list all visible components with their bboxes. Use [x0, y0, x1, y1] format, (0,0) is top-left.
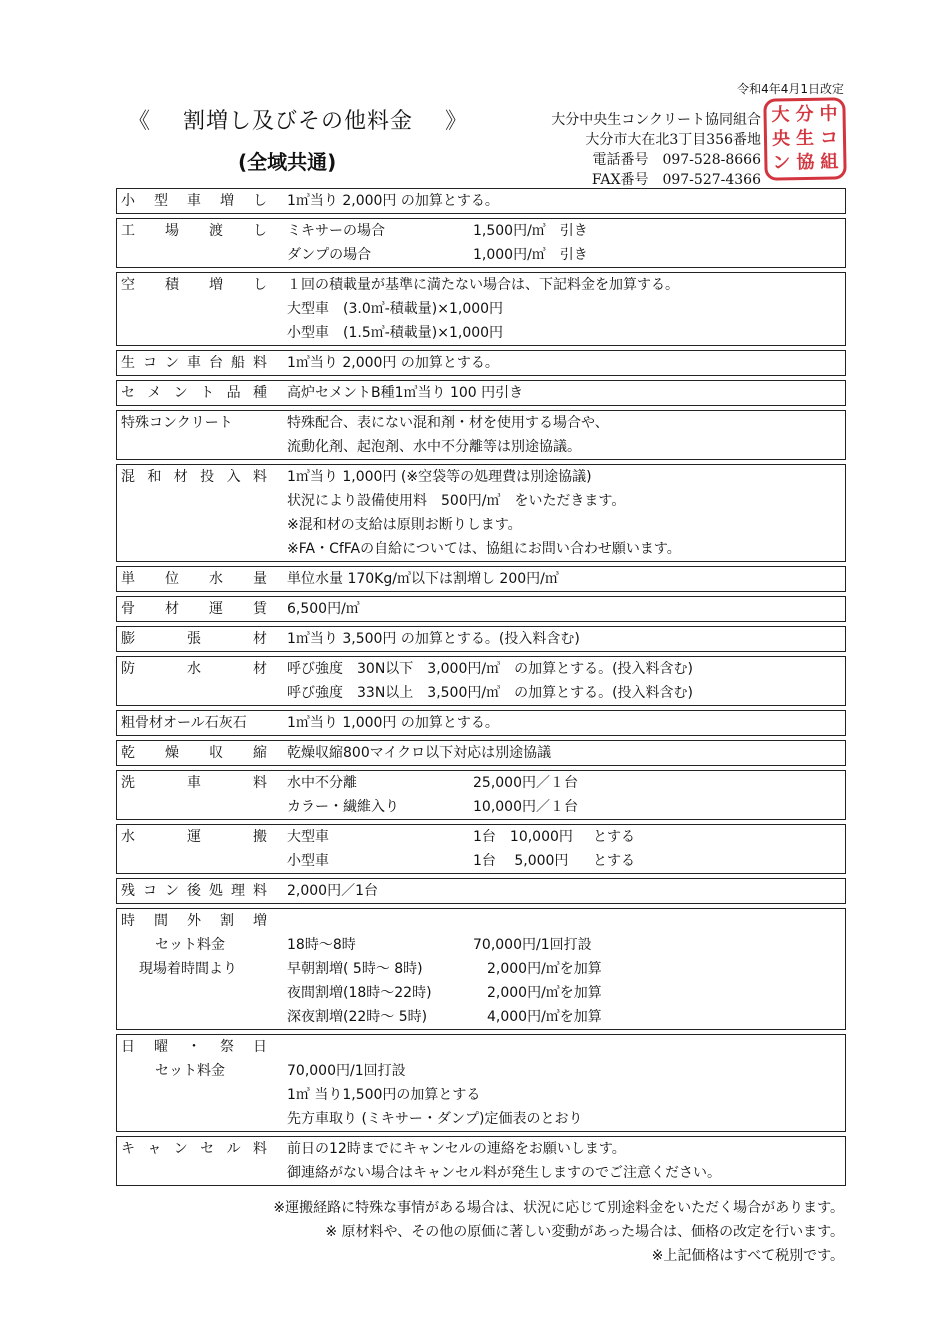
fee-row-label [117, 879, 287, 903]
fee-row-sublabel: セット料金 [155, 937, 225, 953]
fee-row [116, 740, 846, 766]
fee-row [116, 710, 846, 736]
fee-row-label-text: 残 コ ン 後 処 理 料 [121, 883, 267, 899]
fee-row-cell: 早朝割増( 5時～ 8時) [287, 961, 423, 977]
fee-row-cell: 1㎥当り 1,000円 の加算とする。 [287, 715, 499, 731]
fee-row-cell: 1㎥当り 2,000円 の加算とする。 [287, 355, 499, 371]
fee-row-cell: 高炉セメントB種1㎥当り 100 円引き [287, 385, 524, 401]
fee-row-content [287, 351, 845, 375]
fee-row [116, 596, 846, 622]
fee-row-cell: 水中不分離 [287, 775, 357, 791]
fee-row-line [287, 1083, 845, 1107]
fee-row [116, 218, 846, 268]
fee-row [116, 656, 846, 706]
fee-row-cell: 1台 10,000円 [473, 829, 573, 845]
title-text: 割増し及びその他料金 [183, 109, 414, 134]
fee-row-line [287, 1137, 845, 1161]
document-subtitle: (全域共通) [238, 150, 337, 174]
fee-row-content [287, 1137, 845, 1185]
fee-row-line [287, 981, 845, 1005]
fee-row-label [117, 411, 287, 459]
fee-row-cell: 先方車取り (ミキサー・ダンプ)定価表のとおり [287, 1111, 583, 1127]
fee-table [116, 188, 846, 1190]
fee-row-line [287, 849, 845, 873]
fee-row-cell: 1,000円/㎥ 引き [473, 247, 588, 263]
fee-row-cell: 10,000円／１台 [473, 799, 578, 815]
fee-row-line [287, 273, 845, 297]
organization-block [541, 110, 761, 190]
fee-row-cell: １回の積載量が基準に満たない場合は、下記料金を加算する。 [287, 277, 679, 293]
fee-row-content [287, 219, 845, 267]
fee-row-cell: 大型車 (3.0㎥-積載量)×1,000円 [287, 301, 504, 317]
fee-row [116, 908, 846, 1030]
fee-row [116, 878, 846, 904]
fee-row-line [287, 297, 845, 321]
footer-note: ※ 原材料や、その他の原価に著しい変動があった場合は、価格の改定を行います。 [325, 1224, 844, 1240]
fee-row-label-text: 空 積 増 し [121, 277, 267, 293]
fee-row-label [117, 567, 287, 591]
fee-row-line [287, 513, 845, 537]
fee-row-cell: 呼び強度 33N以上 3,500円/㎥ の加算とする。(投入料含む) [287, 685, 694, 701]
fee-row-content [287, 597, 845, 621]
fee-row-cell: 70,000円/1回打設 [287, 1063, 406, 1079]
fee-row-label-text: 水 運 搬 [121, 829, 267, 845]
company-seal-stamp [763, 97, 846, 180]
fee-row-cell: 18時～8時 [287, 937, 356, 953]
seal-char: 組 [820, 151, 839, 173]
fee-row-label [117, 1137, 287, 1185]
fee-row-cell: 御連絡がない場合はキャンセル料が発生しますのでご注意ください。 [287, 1165, 721, 1181]
fee-row-label [117, 825, 287, 873]
fee-row-content [287, 657, 845, 705]
fee-row-content [287, 567, 845, 591]
fee-row-cell: 前日の12時までにキャンセルの連絡をお願いします。 [287, 1141, 626, 1157]
fee-row-cell: 乾燥収縮800マイクロ以下対応は別途協議 [287, 745, 552, 761]
fee-row-cell: 4,000円/㎥を加算 [473, 1009, 602, 1025]
fee-row-line [287, 321, 845, 345]
fee-row-line [287, 1059, 845, 1083]
fee-row-label-text: 小 型 車 増 し [121, 193, 267, 209]
fee-row-label [117, 465, 287, 561]
fee-row-label-text: キ ャ ン セ ル 料 [121, 1141, 267, 1157]
fee-row-line [287, 597, 845, 621]
fee-row-label-text: 膨 張 材 [121, 631, 267, 647]
fee-row [116, 410, 846, 460]
fee-row-content [287, 825, 845, 873]
fee-row-line [287, 189, 845, 213]
fee-row-label [117, 771, 287, 819]
seal-char: 生 [795, 127, 815, 150]
fee-row-label-text: セ メ ン ト 品 種 [121, 385, 267, 401]
fee-row-content [287, 465, 845, 561]
fee-row-cell: 25,000円／１台 [473, 775, 578, 791]
fee-row-cell: ※FA・CfFAの自給については、協組にお問い合わせ願います。 [287, 541, 681, 557]
fee-row-label-text: 乾 燥 収 縮 [121, 745, 267, 761]
fee-row-label-text: 骨 材 運 賃 [121, 601, 267, 617]
fee-row-cell: 状況により設備使用料 500円/㎥ をいただきます。 [287, 493, 626, 509]
fee-row-line [287, 657, 845, 681]
fee-row-line [287, 435, 845, 459]
seal-char: 中 [819, 103, 838, 125]
fee-row-label [117, 741, 287, 765]
fee-row-line [287, 681, 845, 705]
fee-row [116, 1136, 846, 1186]
footer-notes [273, 1196, 844, 1268]
fee-row-cell: 2,000円/㎥を加算 [473, 961, 602, 977]
fee-row [116, 272, 846, 346]
seal-char: ン [772, 152, 791, 174]
org-address: 大分市大在北3丁目356番地 [585, 132, 761, 148]
fee-row-label [117, 189, 287, 213]
fee-row-cell: 2,000円／1台 [287, 883, 378, 899]
fee-row-cell: 6,500円/㎥ [287, 601, 360, 617]
fee-row-cell: 特殊配合、表にない混和剤・材を使用する場合や、 [287, 415, 609, 431]
fee-row-label [117, 273, 287, 345]
fee-row-line [287, 795, 845, 819]
seal-char: コ [819, 127, 839, 149]
fee-row-content [287, 879, 845, 903]
revision-date: 令和4年4月1日改定 [737, 82, 844, 96]
fee-row-cell: 1㎥当り 1,000円 (※空袋等の処理費は別途協議) [287, 469, 592, 485]
fee-row-line [287, 909, 845, 933]
fee-row-content [287, 771, 845, 819]
fee-row-line [287, 741, 845, 765]
fee-row-label-text: 生 コ ン 車 台 船 料 [121, 355, 267, 371]
fee-row-cell: 流動化剤、起泡剤、水中不分離等は別途協議。 [287, 439, 581, 455]
fee-row-cell: 小型車 (1.5㎥-積載量)×1,000円 [287, 325, 504, 341]
org-name: 大分中央生コンクリート協同組合 [551, 112, 761, 128]
title-bracket-open: 《 [128, 109, 152, 134]
footer-note: ※運搬経路に特殊な事情がある場合は、状況に応じて別途料金をいただく場合があります。 [273, 1200, 844, 1216]
fee-row-line [287, 957, 845, 981]
fee-row-label-text: 混 和 材 投 入 料 [121, 469, 267, 485]
fee-row-label [117, 351, 287, 375]
fee-row-content [287, 189, 845, 213]
fee-row-sublabel: セット料金 [155, 1063, 225, 1079]
fee-row [116, 824, 846, 874]
fee-row-line [287, 627, 845, 651]
fee-row [116, 350, 846, 376]
fee-row-cell: ミキサーの場合 [287, 223, 385, 239]
fee-row-cell: 小型車 [287, 853, 329, 869]
fee-row-cell: 深夜割増(22時～ 5時) [287, 1009, 428, 1025]
seal-char: 大 [771, 104, 790, 126]
fee-row-cell: カラー・繊維入り [287, 799, 399, 815]
fee-row-line [287, 567, 845, 591]
fee-row-line [287, 1107, 845, 1131]
fee-row-line [287, 1005, 845, 1029]
fee-row-content [287, 1035, 845, 1131]
fee-row-cell: ダンプの場合 [287, 247, 372, 263]
fee-row [116, 626, 846, 652]
fee-row-cell: 大型車 [287, 829, 329, 845]
seal-char: 協 [796, 151, 815, 174]
fee-row-label [117, 711, 287, 735]
fee-row-cell: 呼び強度 30N以下 3,000円/㎥ の加算とする。(投入料含む) [287, 661, 694, 677]
fee-row-cell: 1台 5,000円 [473, 853, 569, 869]
fee-row-label [117, 381, 287, 405]
document-title [128, 104, 468, 135]
fee-row-line [287, 771, 845, 795]
fee-row-label [117, 627, 287, 651]
fee-row-line [287, 711, 845, 735]
fee-row-line [287, 489, 845, 513]
fee-row-label-text: 単 位 水 量 [121, 571, 267, 587]
fee-row-line [287, 381, 845, 405]
fee-row-label-text: 防 水 材 [121, 661, 267, 677]
fee-row-content [287, 741, 845, 765]
fee-row [116, 770, 846, 820]
fee-row-cell: 2,000円/㎥を加算 [473, 985, 602, 1001]
fee-row-label-text: 粗骨材オール石灰石 [121, 715, 247, 731]
fee-row-line [287, 411, 845, 435]
fee-row-line [287, 825, 845, 849]
fee-row-cell: 1㎥当り 3,500円 の加算とする。(投入料含む) [287, 631, 580, 647]
fee-row-content [287, 411, 845, 459]
fee-row-content [287, 909, 845, 1029]
fee-row [116, 566, 846, 592]
fee-row-cell: 1㎥ 当り1,500円の加算とする [287, 1087, 481, 1103]
fee-row-line [287, 933, 845, 957]
seal-char: 分 [795, 103, 814, 126]
fee-row-line [287, 879, 845, 903]
fee-row-line [287, 465, 845, 489]
fee-row-label [117, 1035, 287, 1131]
org-tel: 電話番号 097-528-8666 [592, 152, 761, 168]
fee-row-label [117, 597, 287, 621]
fee-row-label-text: 特殊コンクリート [121, 415, 233, 431]
fee-row-cell: とする [593, 853, 635, 869]
fee-row-label-text: 工 場 渡 し [121, 223, 267, 239]
fee-row-cell: 1,500円/㎥ 引き [473, 223, 588, 239]
fee-row-label-text: 日 曜 ・ 祭 日 [121, 1039, 267, 1055]
fee-row-sublabel: 現場着時間より [139, 961, 237, 977]
fee-row-line [287, 351, 845, 375]
fee-row-cell: ※混和材の支給は原則お断りします。 [287, 517, 522, 533]
fee-row-cell: 70,000円/1回打設 [473, 937, 592, 953]
fee-row [116, 1034, 846, 1132]
fee-row-line [287, 243, 845, 267]
fee-row-content [287, 627, 845, 651]
fee-row [116, 188, 846, 214]
fee-row [116, 380, 846, 406]
seal-char: 央 [771, 128, 791, 150]
fee-row-content [287, 711, 845, 735]
fee-row-line [287, 537, 845, 561]
fee-row-cell: とする [593, 829, 635, 845]
fee-row-cell: 単位水量 170Kg/㎥以下は割増し 200円/㎥ [287, 571, 559, 587]
fee-row-cell: 夜間割増(18時～22時) [287, 985, 432, 1001]
fee-row-label [117, 909, 287, 1029]
title-bracket-close: 》 [445, 109, 469, 134]
footer-note: ※上記価格はすべて税別です。 [651, 1248, 844, 1264]
fee-row-content [287, 273, 845, 345]
fee-row-label-text: 時 間 外 割 増 [121, 913, 267, 929]
fee-row-label [117, 219, 287, 267]
fee-row-line [287, 1161, 845, 1185]
fee-row-line [287, 219, 845, 243]
fee-row-cell: 1㎥当り 2,000円 の加算とする。 [287, 193, 499, 209]
fee-row-line [287, 1035, 845, 1059]
org-fax: FAX番号 097-527-4366 [591, 172, 761, 188]
fee-row-label-text: 洗 車 料 [121, 775, 267, 791]
fee-row-label [117, 657, 287, 705]
fee-row-content [287, 381, 845, 405]
fee-row [116, 464, 846, 562]
